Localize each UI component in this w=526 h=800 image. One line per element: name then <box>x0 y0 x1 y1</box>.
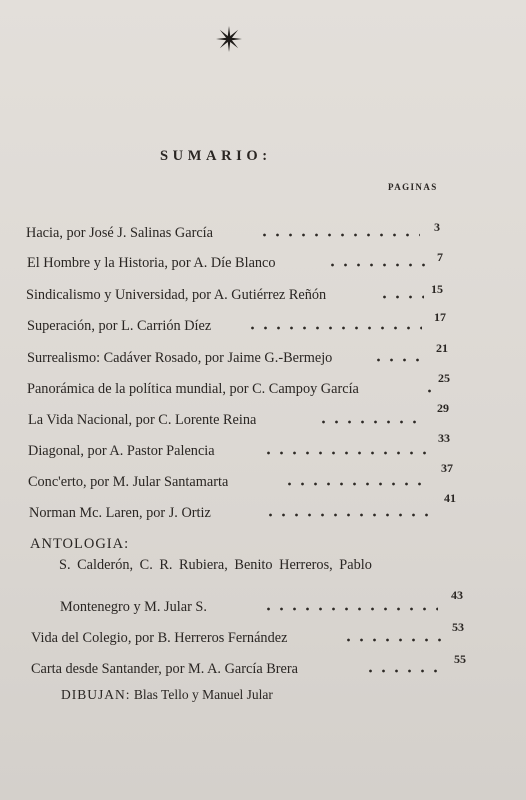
toc-leader-dots <box>378 295 424 299</box>
toc-entry-page: 41 <box>444 491 456 505</box>
toc-entry-page: 53 <box>452 620 464 634</box>
toc-entry-label: Montenegro y M. Jular S. <box>60 599 207 615</box>
toc-entry <box>0 461 526 491</box>
toc-entry-label: El Hombre y la Historia, por A. Díe Blanco <box>27 255 276 271</box>
toc-entry-label: Conc'erto, por M. Jular Santamarta <box>28 474 229 490</box>
toc-entry-label: Sindicalismo y Universidad, por A. Gutiérrez Reñón <box>26 287 327 303</box>
toc-leader-dots <box>423 389 431 393</box>
toc-entry-anthology <box>0 588 526 616</box>
toc-leader-dots <box>283 482 429 486</box>
toc-entry-label: Hacia, por José J. Salinas García <box>26 225 213 241</box>
toc-leader-dots <box>342 638 442 642</box>
toc-entry <box>0 401 526 429</box>
toc-entry <box>0 431 526 460</box>
anthology-heading: ANTOLOGIA: <box>30 536 130 552</box>
toc-entry <box>0 311 526 335</box>
toc-leader-dots <box>258 233 420 237</box>
toc-leader-dots <box>262 607 438 611</box>
toc-entry-page: 37 <box>441 461 453 475</box>
toc-entry-page: 7 <box>437 250 443 264</box>
toc-entry-page: 17 <box>434 310 446 324</box>
toc-entry-page: 3 <box>434 220 440 234</box>
toc-leader-dots <box>264 513 432 517</box>
toc-leader-dots <box>326 263 430 267</box>
toc-entry-page: 15 <box>431 282 443 296</box>
toc-entry <box>0 280 526 304</box>
toc-entry-label: Norman Mc. Laren, por J. Ortiz <box>29 505 211 521</box>
toc-entry <box>0 654 526 678</box>
toc-entry-label: Superación, por L. Carrión Díez <box>27 318 212 334</box>
toc-entry-page: 43 <box>451 588 463 602</box>
toc-entry-label: Surrealismo: Cadáver Rosado, por Jaime G.-Bermejo <box>27 350 333 366</box>
toc-leader-dots <box>372 358 424 362</box>
toc-entry <box>0 248 526 272</box>
toc-entry <box>0 620 526 647</box>
contents-title: SUMARIO: <box>160 148 272 164</box>
credits-names: Blas Tello y Manuel Jular <box>133 687 273 702</box>
toc-leader-dots <box>317 420 425 424</box>
toc-entry <box>0 371 526 398</box>
toc-entry-page: 33 <box>438 431 450 445</box>
toc-entry-page: 55 <box>454 652 466 666</box>
toc-entry <box>0 343 526 367</box>
anthology-authors-line: S. Calderón, C. R. Rubiera, Benito Herreros, Pablo <box>59 557 372 573</box>
toc-entry <box>0 491 526 522</box>
toc-entry-page: 29 <box>437 401 449 415</box>
credits-lead: DIBUJAN: <box>61 687 131 702</box>
toc-entry <box>0 218 526 242</box>
toc-leader-dots <box>364 669 444 673</box>
toc-entry-label: Carta desde Santander, por M. A. García Brera <box>31 661 298 677</box>
toc-leader-dots <box>262 451 426 455</box>
illustrators-credit <box>61 687 273 703</box>
toc-entry-label: Vida del Colegio, por B. Herreros Fernández <box>31 630 288 646</box>
toc-leader-dots <box>246 326 422 330</box>
toc-entry-label: La Vida Nacional, por C. Lorente Reina <box>28 412 257 428</box>
toc-entry-label: Panorámica de la política mundial, por C. Campoy García <box>27 381 359 397</box>
asterisk-ornament-icon <box>212 22 246 56</box>
toc-entry-page: 25 <box>438 371 450 385</box>
toc-entry-label: Diagonal, por A. Pastor Palencia <box>28 443 215 459</box>
pages-column-header: PAGINAS <box>388 182 438 192</box>
toc-entry-page: 21 <box>436 341 448 355</box>
